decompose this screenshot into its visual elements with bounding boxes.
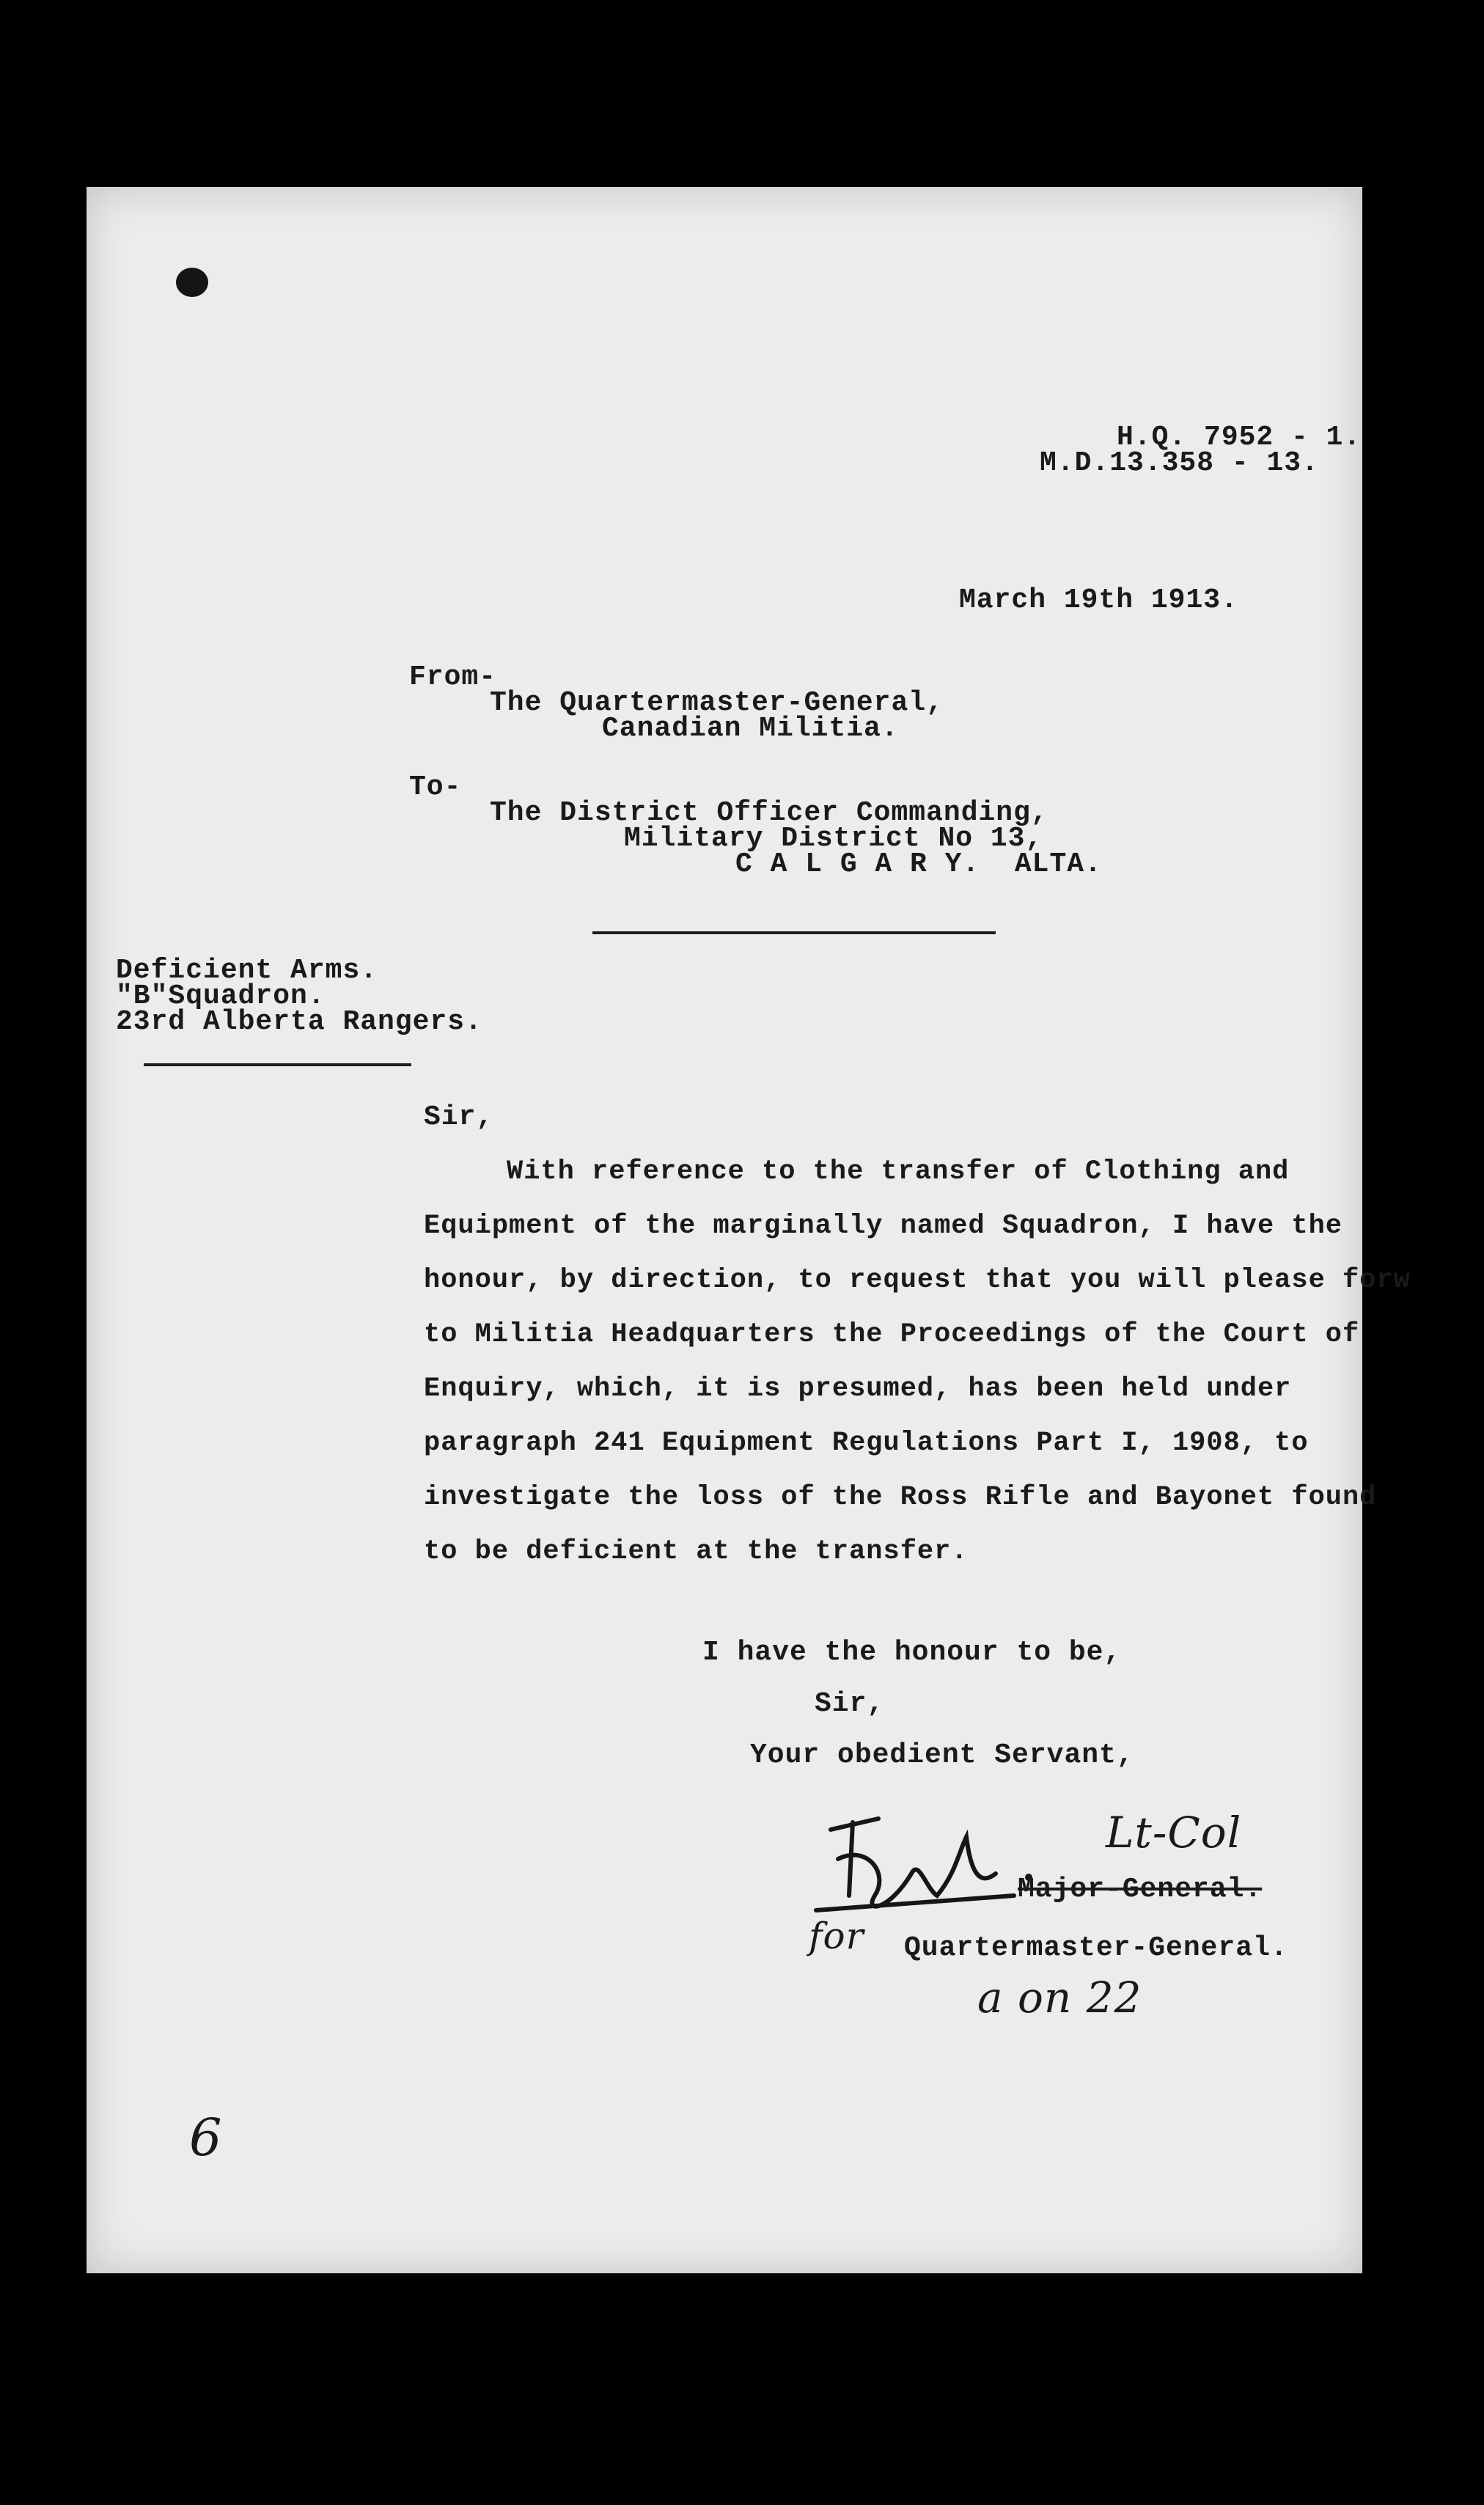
from-line-2: Canadian Militia. [602,713,899,744]
body-line-1: With reference to the transfer of Clothing and [507,1156,1290,1187]
closing-line-2: Sir, [815,1688,885,1720]
handwritten-rank: Lt-Col [1106,1808,1242,1857]
binder-hole-mark [176,268,208,297]
file-ref-hq: H.Q. 7952 - 1. [1117,422,1362,453]
handwritten-note: a on 22 [977,1973,1142,2022]
salutation: Sir, [424,1101,494,1133]
closing-line-1: I have the honour to be, [702,1637,1122,1668]
body-line-7: investigate the loss of the Ross Rifle and Bayonet found [424,1482,1377,1513]
file-ref-md: M.D.13.358 - 13. [1040,447,1319,479]
struck-rank: Major-General. [1018,1874,1263,1905]
to-line-3: C A L G A R Y. ALTA. [735,848,1102,880]
subject-line-3: 23rd Alberta Rangers. [116,1006,482,1038]
handwritten-signature [809,1786,1087,1932]
subject-line-2: "B"Squadron. [116,980,326,1012]
to-line-1: The District Officer Commanding, [490,797,1048,829]
body-line-4: to Militia Headquarters the Proceedings of the Court of [424,1319,1360,1350]
body-line-2: Equipment of the marginally named Squadron, I have the [424,1211,1342,1242]
body-line-5: Enquiry, which, it is presumed, has been held under [424,1373,1292,1404]
subject-line-1: Deficient Arms. [116,955,378,986]
body-line-6: paragraph 241 Equipment Regulations Part I, 1908, to [424,1428,1309,1459]
body-line-3: honour, by direction, to request that you will please forw [424,1265,1411,1296]
corner-mark: 6 [189,2108,223,2168]
handwritten-for: for [809,1915,864,1957]
subject-divider [144,1063,411,1066]
letter-date: March 19th 1913. [959,584,1238,616]
closing-line-3: Your obedient Servant, [750,1739,1134,1771]
letter-page [87,187,1411,2273]
from-line-1: The Quartermaster-General, [490,687,944,719]
to-label: To- [409,771,462,803]
header-divider [592,931,996,934]
from-label: From- [409,661,497,693]
signature-title: Quartermaster-General. [904,1932,1288,1964]
body-line-8: to be deficient at the transfer. [424,1536,969,1567]
to-line-2: Military District No 13, [624,823,1043,854]
